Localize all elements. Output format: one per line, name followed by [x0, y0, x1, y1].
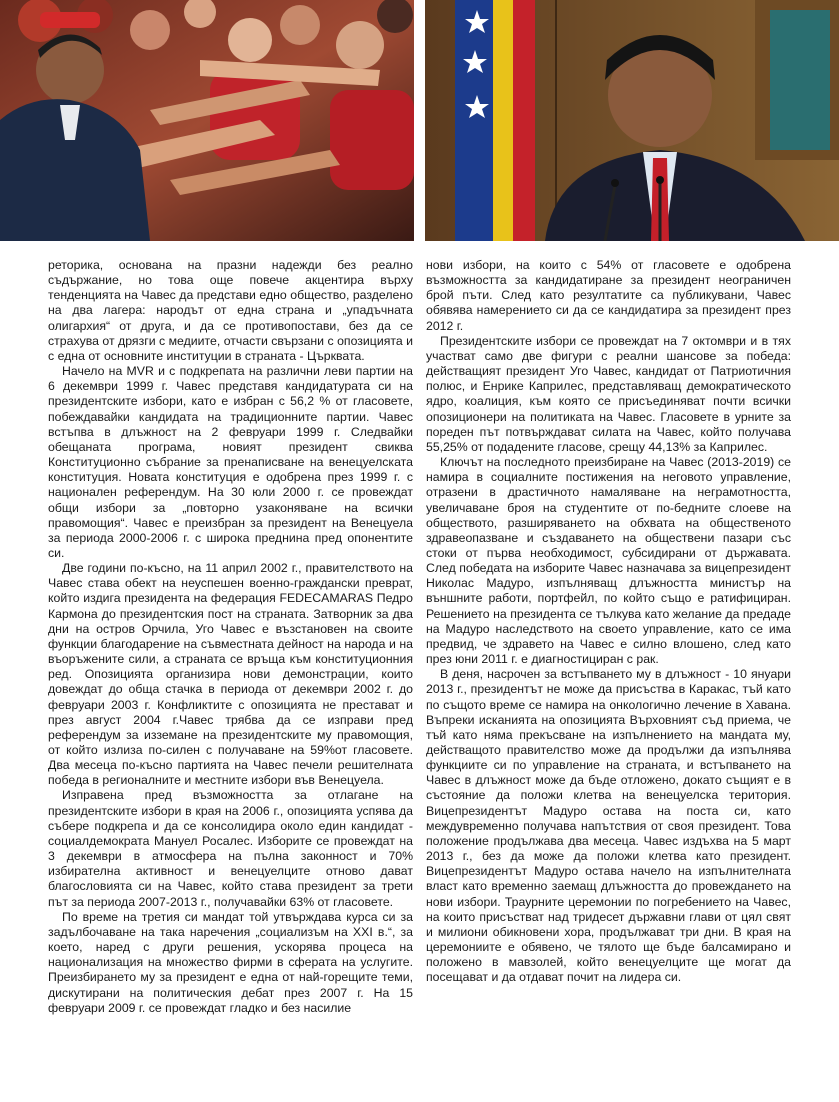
paragraph: В деня, насрочен за встъпването му в длъжност - 10 януари 2013 г., президентът не може да присъства в Каракас, тъй като по същото време се намира на онкологично лечение в Хавана. Въпреки исканията на опозицията Върховният съд приема, че тъй като няма прекъсване на изпълнението на мандата му, действащото правителство може да продължи да изпълнява функциите си по управление на страната, и встъпването на Чавес в длъжност може да бъде отложено, докато същият е в състояние да положи клетва на венецуелска територия. Вицепрезидентът Мадуро остава на поста си, като междувременно получава напътствия от своя президент. Това положение продължава два месеца. Чавес издъхва на 5 март 2013 г., без да може да положи клетва като президент. Вицепрезидентът Мадуро остава начело на изпълнителната власт като временно заемащ длъжността до провеждането на нови избори. Траурните церемонии по погребението на Чавес, на които присъстват над тридесет държавни глави от цял свят и милиони обикновени хора, продължават три дни. В края на церемониите е обявено, че тялото ще бъде балсамирано и положено в мавзолей, който венецуелците ще могат да посещават и да отдават почит на лидера си.: [426, 667, 791, 985]
photo-portrait: [425, 0, 839, 241]
paragraph: Начело на MVR и с подкрепата на различни леви партии на 6 декември 1999 г. Чавес представя кандидатурата си на президентските избори, като е избран с 56,2 % от гласовете, побеждавайки кандидата на традиционните партии. Чавес встъпва в длъжност на 2 февруари 1999 г. Следвайки обещаната програма, новият президент свиква Конституционно събрание за пренаписване на венецуелската конституция. Новата конституция е одобрена през 1999 г. с национален референдум. На 30 юли 2000 г. се провеждат общи избори за „повторно узаконяване на всички правомощия“. Чавес е преизбран за президент на Венецуела за периода 2000-2006 г. с широка преднина пред опонентите си.: [48, 364, 413, 560]
paragraph: реторика, основана на празни надежди без реално съдържание, но това още повече акцентира върху тенденцията на Чавес да представи едно общество, разделено на два лагера: народът от една страна и „упадъчната олигархия“ от друга, и да се противопостави, без да се страхува от дрязги с медиите, отчасти свързани с опозицията и с една от основните институции в страната - Църквата.: [48, 258, 413, 363]
paragraph: Две години по-късно, на 11 април 2002 г., правителството на Чавес става обект на неуспешен военно-граждански преврат, който издига президента на федерация FEDECAMARAS Педро Кармона до президентския пост на страната. Затворник за два дни на остров Орчила, Уго Чавес е възстановен на своите функции благодарение на съвместната дейност на народа и на въоръжените сили, а страната се връща към конституционния ред. Опозицията организира нови демонстрации, които довеждат до обща стачка в периода от декември 2002 г. до февруари 2003 г. Конфликтите с опозицията не престават и през август 2004 г.Чавес трябва да се изправи пред референдум за изземане на президентските му правомощия, от който излиза по-силен с получаване на 59%от гласовете. Два месеца по-късно партията на Чавес печели решителната победа в регионалните и местните избори във Венецуела.: [48, 561, 413, 788]
paragraph: По време на третия си мандат той утвърждава курса си за задълбочаване на така наречения „социализъм на XXI в.“, за което, наред с други решения, ускорява процеса на национализация на множество фирми в сферата на услугите. Преизбирането му за президент е една от най-горещите теми, дискутирани на политическия дебат през 2007 г. На 15 февруари 2009 г. се провеждат гладко и без насилие: [48, 909, 413, 1015]
article-column-right: [426, 258, 791, 986]
paragraph: Ключът на последното преизбиране на Чавес (2013-2019) се намира в социалните постижения на неговото управление, отразени в драстичното намаляване на неграмотността, увеличаване броя на студентите от по-бедните слоеве на обществото, разширяването на обхвата на общественото здравеопазване и създаването на обществени пазари със стоки от първа необходимост, субсидирани от държавата. След победата на изборите Чавес назначава за вицепрезидент Николас Мадуро, изпълняващ длъжността министър на външните работи, портфейл, по който също е ратифициран. Решението на президента се тълкува като желание да предаде на Мадуро наследството на своето управление, като се има предвид, че здравето на Чавес е силно влошено, след като през юни 2011 г. е диагностициран с рак.: [426, 455, 791, 667]
paragraph: нови избори, на които с 54% от гласовете е одобрена възможността за кандидатиране за президент неограничен брой пъти. След като резултатите са публикувани, Чавес обявява намерението си да се кандидатира за президент през 2012 г.: [426, 258, 791, 333]
article-column-left: [48, 258, 413, 1016]
paragraph: Изправена пред възможността за отлагане на президентските избори в края на 2006 г., опозицията успява да събере подкрепа и да се консолидира около един кандидат - социалдемократа Мануел Росалес. Изборите се провеждат на 3 декември в атмосфера на пълна законност и 70% избирателна активност и венецуелците отново дават благословията си на Чавес, който става президент за трети път за периода 2007-2013 г., получавайки 63% от гласовете.: [48, 788, 413, 909]
crowd-photo-image: [0, 0, 414, 241]
photo-crowd: [0, 0, 414, 241]
paragraph: Президентските избори се провеждат на 7 октомври и в тях участват само две фигури с реални шансове за победа: действащият президент Уго Чавес, кандидат от Патриотичния полюс, и Енрике Каприлес, представляващ демократическото ядро, коалиция, към която се присъединяват почти всички опозиционери на политиката на Чавес. Гласовете в урните за пореден път потвърждават силата на Чавес, който получава 55,25% от подадените гласове, срещу 44,13% за Каприлес.: [426, 333, 791, 454]
portrait-photo-image: [425, 0, 839, 241]
